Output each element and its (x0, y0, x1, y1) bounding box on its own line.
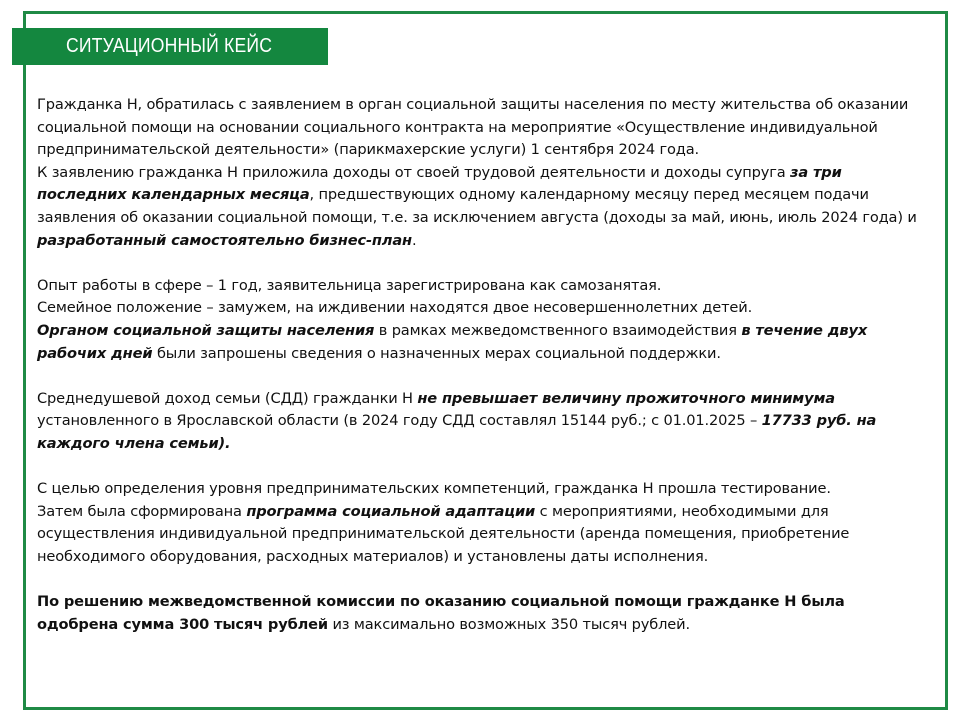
text-max-amount: из максимально возможных 350 тысяч рублей. (327, 615, 690, 633)
emphasis-approved-amount: По решению межведомственной комиссии по оказанию социальной помощи гражданке Н была одобрена сумма 300 тысяч рублей (37, 593, 845, 633)
emphasis-2025-value: 17733 руб. на каждого члена семьи). (37, 412, 877, 452)
emphasis-two-workdays: в течение двух рабочих дней (37, 321, 868, 362)
text-requested-info: были запрошены сведения о назначенных мерах социальной поддержки. (152, 344, 721, 362)
text-region-values: установленного в Ярославской области (в 2024 году СДД составлял 15144 руб.; с 01.01.2025 – (37, 412, 762, 430)
emphasis-three-months: за три последних календарных месяца (37, 163, 842, 204)
text-income: К заявлению гражданка Н приложила доходы от своей трудовой деятельности и доходы супруга (37, 163, 791, 181)
text-program-measures: с мероприятиями, необходимыми для осуществления индивидуальной предпринимательской деятельности (аренда помещения, приобретение необходимого оборудования, расходных материалов) и установлены даты исполнения. (37, 502, 850, 565)
text-average-income: Среднедушевой доход семьи (СДД) гражданки Н (37, 389, 418, 407)
paragraph-interagency (37, 320, 917, 365)
paragraph-family (37, 297, 917, 320)
paragraph-application (37, 94, 917, 162)
paragraph-decision (37, 591, 917, 636)
text-interagency: в рамках межведомственного взаимодействия (374, 321, 742, 339)
text-application: Гражданка Н, обратилась с заявлением в орган социальной защиты населения по месту жительства об оказании социальной помощи на основании социального контракта на мероприятие «Осуществление индивидуальной предпринимательской деятельности» (парикмахерские услуги) 1 сентября 2024 года. (37, 96, 909, 159)
title-banner (12, 28, 328, 65)
text-testing: С целью определения уровня предпринимательских компетенций, гражданка Н прошла тестирование. (37, 480, 831, 498)
emphasis-business-plan: разработанный самостоятельно бизнес-план (37, 231, 412, 249)
page-title: СИТУАЦИОННЫЙ КЕЙС (66, 35, 273, 57)
paragraph-income-documents (37, 162, 917, 252)
text-period: . (411, 231, 417, 249)
text-income-period: , предшествующих одному календарному месяцу перед месяцем подачи заявления об оказании социальной помощи, т.е. за исключением августа (доходы за май, июнь, июль 2024 года) и (37, 186, 917, 226)
emphasis-subsistence-minimum: не превышает величину прожиточного минимума (417, 389, 835, 407)
text-experience: Опыт работы в сфере – 1 год, заявительница зарегистрирована как самозанятая. (37, 276, 662, 294)
paragraph-testing (37, 478, 917, 501)
paragraph-experience (37, 275, 917, 298)
paragraph-average-income (37, 388, 917, 456)
text-family-status: Семейное положение – замужем, на иждивении находятся двое несовершеннолетних детей. (37, 299, 753, 317)
emphasis-adaptation-program: программа социальной адаптации (246, 502, 536, 520)
text-program-formed: Затем была сформирована (37, 502, 247, 520)
paragraph-adaptation-program (37, 501, 917, 569)
emphasis-social-protection-body: Органом социальной защиты населения (37, 321, 375, 339)
case-text (37, 94, 917, 636)
